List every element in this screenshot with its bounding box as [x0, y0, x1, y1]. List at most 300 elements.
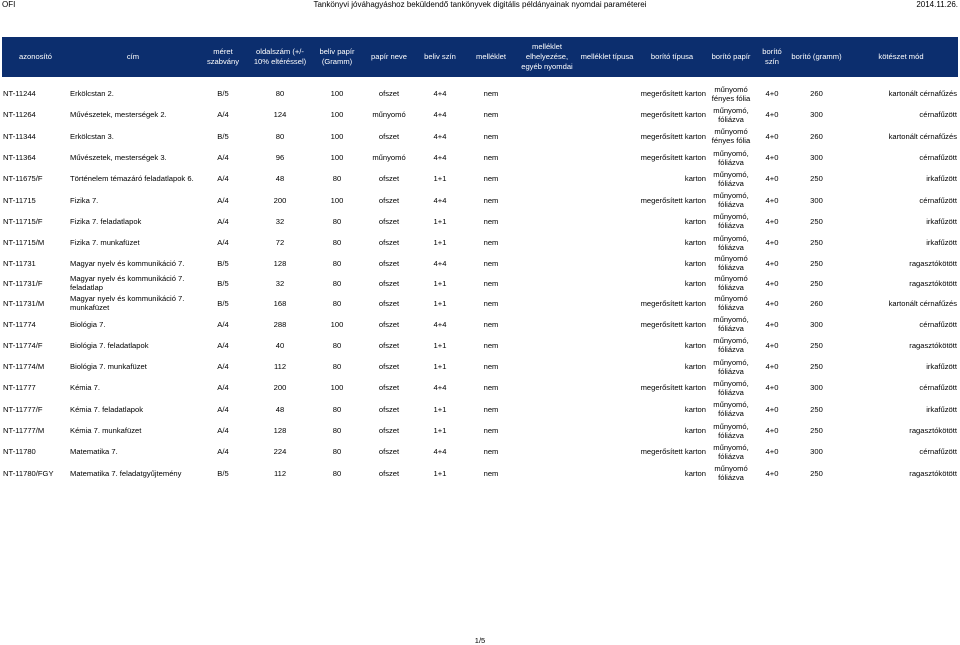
- table-cell: 1+1: [433, 216, 447, 226]
- table-row: [2, 189, 958, 210]
- table-cell: 260: [810, 89, 823, 99]
- table-cell: nem: [483, 216, 499, 226]
- table-cell: 80: [332, 468, 342, 478]
- table-cell: 80: [332, 174, 342, 184]
- table-cell: [517, 356, 577, 377]
- table-cell: NT-11344: [3, 131, 36, 141]
- table-cell: irkafűzött: [926, 404, 957, 414]
- table-cell: irkafűzött: [926, 216, 957, 226]
- table-cell: B/5: [217, 258, 229, 268]
- table-cell: [577, 335, 637, 356]
- table-cell: Kémia 7. feladatlapok: [70, 404, 144, 414]
- table-cell: Erkölcstan 3.: [70, 131, 114, 141]
- table-cell: Biológia 7. munkafüzet: [70, 362, 147, 372]
- table-cell: 250: [810, 174, 823, 184]
- table-cell: 4+0: [765, 153, 779, 163]
- table-cell: [577, 377, 637, 398]
- table-cell: [577, 189, 637, 210]
- table-cell: irkafűzött: [926, 174, 957, 184]
- table-cell: A/4: [217, 319, 229, 329]
- table-cell: 4+0: [765, 89, 779, 99]
- table-cell: 4+0: [765, 174, 779, 184]
- table-cell: karton: [684, 174, 706, 184]
- table-cell: műnyomó fóliázva: [714, 294, 748, 313]
- table-cell: NT-11715/M: [3, 238, 45, 248]
- table-row: [2, 420, 958, 441]
- table-cell: 4+0: [765, 468, 779, 478]
- table-cell: 32: [275, 278, 285, 288]
- table-cell: 100: [330, 153, 344, 163]
- table-cell: 48: [275, 174, 285, 184]
- table-cell: NT-11774: [3, 319, 36, 329]
- table-row: [2, 462, 958, 483]
- table-cell: ofszet: [378, 238, 400, 248]
- table-cell: 4+4: [433, 131, 447, 141]
- table-cell: NT-11715: [3, 195, 36, 205]
- table-cell: 100: [330, 383, 344, 393]
- table-cell: Kémia 7.: [70, 383, 100, 393]
- table-cell: ofszet: [378, 298, 400, 308]
- table-cell: 80: [332, 426, 342, 435]
- table-cell: nem: [483, 468, 499, 478]
- table-cell: NT-11780/FGY: [3, 468, 54, 478]
- column-header: melléklet típusa: [577, 37, 637, 77]
- table-cell: megerősített karton: [640, 131, 706, 141]
- table-cell: nem: [483, 447, 499, 457]
- table-cell: [517, 273, 577, 293]
- table-cell: ofszet: [378, 131, 400, 141]
- table-cell: 250: [810, 404, 823, 414]
- table-cell: B/5: [217, 468, 229, 478]
- table-cell: [517, 293, 577, 313]
- table-cell: [517, 313, 577, 334]
- table-cell: 40: [275, 340, 285, 350]
- table-cell: Kémia 7. munkafüzet: [70, 426, 142, 435]
- table-cell: [577, 293, 637, 313]
- table-cell: 4+0: [765, 362, 779, 372]
- table-cell: A/4: [217, 110, 229, 120]
- table-cell: [577, 462, 637, 483]
- table-row: [2, 399, 958, 420]
- table-cell: Erkölcstan 2.: [70, 89, 114, 99]
- table-cell: cérnafűzött: [919, 383, 957, 393]
- table-cell: 4+4: [433, 383, 447, 393]
- table-cell: műnyomó, fóliázva: [713, 357, 749, 376]
- table-cell: 200: [273, 195, 287, 205]
- table-cell: műnyomó, fóliázva: [713, 378, 749, 397]
- table-cell: ofszet: [378, 447, 400, 457]
- table-cell: Matematika 7. feladatgyűjtemény: [70, 468, 182, 478]
- table-cell: műnyomó, fóliázva: [713, 315, 749, 334]
- column-header: borító papír: [707, 37, 755, 77]
- table-cell: 100: [330, 195, 344, 205]
- table-cell: ofszet: [378, 404, 400, 414]
- table-cell: irkafűzött: [926, 362, 957, 372]
- table-cell: cérnafűzött: [919, 447, 957, 457]
- column-header: papír neve: [363, 37, 415, 77]
- table-cell: nem: [483, 258, 499, 268]
- table-cell: ofszet: [378, 216, 400, 226]
- table-cell: nem: [483, 195, 499, 205]
- table-cell: [517, 441, 577, 462]
- table-cell: 4+0: [765, 298, 779, 308]
- table-cell: 250: [810, 278, 823, 288]
- table-cell: 4+4: [433, 195, 447, 205]
- table-cell: Művészetek, mesterségek 3.: [70, 153, 167, 163]
- table-cell: műnyomó, fóliázva: [713, 421, 749, 440]
- table-cell: műnyomó, fóliázva: [713, 233, 749, 252]
- table-cell: 288: [273, 319, 287, 329]
- table-cell: műnyomó fényes fólia: [711, 127, 751, 146]
- table-cell: megerősített karton: [640, 383, 706, 393]
- table-cell: nem: [483, 426, 499, 435]
- table-row: [2, 253, 958, 273]
- column-header: borító (gramm): [789, 37, 844, 77]
- table-cell: 224: [273, 447, 287, 457]
- table-cell: kartonált cérnafűzés: [888, 298, 957, 308]
- table-cell: 4+4: [433, 153, 447, 163]
- table-row: [2, 232, 958, 253]
- table-cell: műnyomó, fóliázva: [713, 336, 749, 355]
- document-date: 2014.11.26.: [916, 0, 958, 9]
- table-cell: [577, 104, 637, 125]
- table-cell: A/4: [217, 216, 229, 226]
- table-row: [2, 441, 958, 462]
- table-cell: műnyomó, fóliázva: [713, 105, 749, 124]
- table-cell: [577, 168, 637, 189]
- table-cell: [517, 462, 577, 483]
- table-cell: műnyomó fóliázva: [714, 464, 748, 483]
- table-cell: 72: [275, 238, 285, 248]
- table-cell: karton: [684, 340, 706, 350]
- table-cell: megerősített karton: [640, 298, 706, 308]
- table-row: [2, 168, 958, 189]
- table-cell: 260: [810, 298, 823, 308]
- table-cell: 250: [810, 216, 823, 226]
- table-cell: A/4: [217, 174, 229, 184]
- table-cell: A/4: [217, 362, 229, 372]
- table-row: [2, 356, 958, 377]
- table-cell: karton: [684, 216, 706, 226]
- table-cell: ofszet: [378, 426, 400, 435]
- table-cell: NT-11777/M: [3, 426, 45, 435]
- table-cell: 4+0: [765, 258, 779, 268]
- table-cell: ofszet: [378, 195, 400, 205]
- column-header: borító szín: [755, 37, 789, 77]
- table-cell: ragasztókötött: [909, 426, 957, 435]
- table-cell: [517, 189, 577, 210]
- table-cell: 200: [273, 383, 287, 393]
- table-cell: nem: [483, 298, 499, 308]
- table-cell: NT-11675/F: [3, 174, 43, 184]
- table-cell: A/4: [217, 153, 229, 163]
- table-cell: megerősített karton: [640, 447, 706, 457]
- table-cell: 80: [332, 238, 342, 248]
- table-cell: karton: [684, 468, 706, 478]
- table-cell: kartonált cérnafűzés: [888, 89, 957, 99]
- table-cell: megerősített karton: [640, 89, 706, 99]
- column-header: beliv szín: [415, 37, 465, 77]
- table-cell: műnyomó, fóliázva: [713, 400, 749, 419]
- table-cell: 4+4: [433, 319, 447, 329]
- table-cell: 4+0: [765, 447, 779, 457]
- table-cell: karton: [684, 426, 706, 435]
- table-cell: műnyomó, fóliázva: [713, 148, 749, 167]
- table-row: [2, 273, 958, 293]
- table-cell: 250: [810, 258, 823, 268]
- table-cell: ofszet: [378, 278, 400, 288]
- table-cell: 4+0: [765, 426, 779, 435]
- table-cell: ofszet: [378, 340, 400, 350]
- table-cell: ofszet: [378, 258, 400, 268]
- table-row: [2, 377, 958, 398]
- table-cell: [517, 335, 577, 356]
- table-cell: NT-11731/F: [3, 278, 43, 288]
- table-row: [2, 104, 958, 125]
- table-cell: [577, 253, 637, 273]
- column-header: azonosító: [2, 37, 69, 77]
- table-cell: 128: [273, 258, 287, 268]
- table-cell: karton: [684, 278, 706, 288]
- table-cell: 260: [810, 131, 823, 141]
- table-cell: [517, 377, 577, 398]
- table-cell: ofszet: [378, 174, 400, 184]
- table-cell: 80: [332, 298, 342, 308]
- table-cell: Biológia 7.: [70, 319, 106, 329]
- table-cell: [577, 441, 637, 462]
- table-cell: ofszet: [378, 89, 400, 99]
- table-cell: nem: [483, 238, 499, 248]
- table-cell: 100: [330, 110, 344, 120]
- table-row: [2, 83, 958, 104]
- table-cell: 1+1: [433, 362, 447, 372]
- table-cell: karton: [684, 404, 706, 414]
- top-bar: [0, 0, 960, 10]
- table-cell: Biológia 7. feladatlapok: [70, 340, 149, 350]
- table-cell: Magyar nyelv és kommunikáció 7.: [70, 258, 185, 268]
- table-cell: 1+1: [433, 404, 447, 414]
- table-header-row: [2, 37, 958, 77]
- table-cell: 1+1: [433, 298, 447, 308]
- table-cell: NT-11715/F: [3, 216, 43, 226]
- table-cell: [517, 211, 577, 232]
- table-cell: nem: [483, 89, 499, 99]
- table-cell: 128: [273, 426, 287, 435]
- table-cell: műnyomó, fóliázva: [713, 169, 749, 188]
- table-cell: nem: [483, 131, 499, 141]
- table-cell: A/4: [217, 404, 229, 414]
- table-cell: NT-11780: [3, 447, 36, 457]
- table-cell: karton: [684, 362, 706, 372]
- table-cell: 4+4: [433, 110, 447, 120]
- table-cell: 300: [810, 110, 823, 120]
- table-cell: [577, 211, 637, 232]
- table-cell: 80: [332, 447, 342, 457]
- table-cell: nem: [483, 340, 499, 350]
- table-cell: 300: [810, 319, 823, 329]
- table-cell: Matematika 7.: [70, 447, 118, 457]
- table-cell: ofszet: [378, 319, 400, 329]
- table-cell: Magyar nyelv és kommunikáció 7. munkafüzet: [70, 294, 185, 313]
- table-cell: [577, 313, 637, 334]
- table-cell: cérnafűzött: [919, 319, 957, 329]
- table-cell: Fizika 7. munkafüzet: [70, 238, 140, 248]
- table-cell: 4+4: [433, 447, 447, 457]
- column-header: kötészet mód: [844, 37, 958, 77]
- table-cell: 112: [273, 362, 287, 372]
- table-cell: ofszet: [378, 362, 400, 372]
- table-cell: NT-11364: [3, 153, 36, 163]
- table-cell: 4+0: [765, 404, 779, 414]
- table-cell: NT-11731/M: [3, 298, 45, 308]
- table-cell: megerősített karton: [640, 110, 706, 120]
- table-cell: 4+0: [765, 195, 779, 205]
- table-cell: [517, 126, 577, 147]
- table-cell: A/4: [217, 383, 229, 393]
- table-cell: Művészetek, mesterségek 2.: [70, 110, 167, 120]
- parameters-table: [2, 37, 958, 484]
- table-cell: műnyomó: [372, 110, 406, 120]
- table-cell: 4+0: [765, 319, 779, 329]
- column-header: oldalszám (+/- 10% eltéréssel): [249, 37, 311, 77]
- table-cell: 1+1: [433, 238, 447, 248]
- document-title: Tankönyvi jóváhagyáshoz beküldendő tankönyvek digitális példányainak nyomdai paraméterei: [313, 0, 647, 9]
- table-cell: [577, 232, 637, 253]
- table-cell: 4+4: [433, 258, 447, 268]
- table-cell: B/5: [217, 298, 229, 308]
- column-header: borító típusa: [637, 37, 707, 77]
- table-cell: 32: [275, 216, 285, 226]
- table-cell: műnyomó, fóliázva: [713, 212, 749, 231]
- table-cell: [517, 399, 577, 420]
- table-cell: NT-11777: [3, 383, 36, 393]
- table-cell: [577, 356, 637, 377]
- table-cell: cérnafűzött: [919, 110, 957, 120]
- table-cell: ragasztókötött: [909, 278, 957, 288]
- table-cell: 80: [332, 216, 342, 226]
- table-cell: 4+0: [765, 278, 779, 288]
- table-cell: nem: [483, 319, 499, 329]
- table-cell: 80: [275, 131, 285, 141]
- column-header: méret szabvány: [197, 37, 249, 77]
- table-cell: 80: [332, 340, 342, 350]
- table-cell: [517, 147, 577, 168]
- table-cell: műnyomó fényes fólia: [711, 84, 751, 103]
- table-cell: megerősített karton: [640, 195, 706, 205]
- table-cell: [517, 168, 577, 189]
- table-cell: 80: [275, 89, 285, 99]
- table-cell: 300: [810, 195, 823, 205]
- table-cell: cérnafűzött: [919, 153, 957, 163]
- table-cell: 96: [275, 153, 285, 163]
- table-cell: műnyomó, fóliázva: [713, 191, 749, 210]
- table-cell: karton: [684, 258, 706, 268]
- table-cell: 1+1: [433, 278, 447, 288]
- table-cell: NT-11264: [3, 110, 36, 120]
- table-cell: irkafűzött: [926, 238, 957, 248]
- table-cell: 250: [810, 468, 823, 478]
- table-cell: Történelem témazáró feladatlapok 6.: [70, 174, 194, 184]
- table-cell: nem: [483, 383, 499, 393]
- table-cell: 100: [330, 319, 344, 329]
- table-cell: nem: [483, 404, 499, 414]
- table-cell: 300: [810, 447, 823, 457]
- table-cell: műnyomó fóliázva: [714, 274, 748, 293]
- table-row: [2, 147, 958, 168]
- table-cell: [577, 126, 637, 147]
- table-cell: 1+1: [433, 174, 447, 184]
- table-cell: B/5: [217, 89, 229, 99]
- table-cell: B/5: [217, 131, 229, 141]
- table-cell: nem: [483, 362, 499, 372]
- table-cell: 100: [330, 89, 344, 99]
- table-cell: ofszet: [378, 383, 400, 393]
- column-header: beliv papír (Gramm): [311, 37, 363, 77]
- table-cell: NT-11774/F: [3, 340, 43, 350]
- table-cell: 80: [332, 258, 342, 268]
- table-cell: NT-11731: [3, 258, 36, 268]
- table-cell: 4+0: [765, 131, 779, 141]
- table-cell: cérnafűzött: [919, 195, 957, 205]
- table-cell: [577, 273, 637, 293]
- table-cell: 250: [810, 426, 823, 435]
- table-cell: karton: [684, 238, 706, 248]
- table-cell: 80: [332, 278, 342, 288]
- table-cell: Magyar nyelv és kommunikáció 7. feladatlap: [70, 274, 185, 293]
- table-cell: 250: [810, 238, 823, 248]
- table-cell: A/4: [217, 426, 229, 435]
- table-cell: ofszet: [378, 468, 400, 478]
- table-cell: 48: [275, 404, 285, 414]
- table-cell: 300: [810, 153, 823, 163]
- table-cell: 168: [273, 298, 287, 308]
- table-cell: [577, 399, 637, 420]
- table-row: [2, 313, 958, 334]
- table-cell: A/4: [217, 447, 229, 457]
- table-cell: 4+0: [765, 110, 779, 120]
- table-cell: [517, 420, 577, 441]
- table-cell: 4+4: [433, 89, 447, 99]
- page-number: 1/5: [474, 636, 486, 645]
- table-cell: nem: [483, 110, 499, 120]
- table-cell: 1+1: [433, 468, 447, 478]
- table-cell: A/4: [217, 238, 229, 248]
- table-cell: 250: [810, 362, 823, 372]
- table-cell: 1+1: [433, 426, 447, 435]
- table-cell: A/4: [217, 195, 229, 205]
- table-cell: B/5: [217, 278, 229, 288]
- table-cell: Fizika 7.: [70, 195, 99, 205]
- column-header: cím: [69, 37, 197, 77]
- table-cell: [517, 83, 577, 104]
- table-cell: Fizika 7. feladatlapok: [70, 216, 142, 226]
- table-cell: 124: [273, 110, 287, 120]
- table-cell: [517, 253, 577, 273]
- table-cell: 4+0: [765, 383, 779, 393]
- table-cell: NT-11774/M: [3, 362, 45, 372]
- table-row: [2, 126, 958, 147]
- table-cell: műnyomó, fóliázva: [713, 442, 749, 461]
- table-cell: 4+0: [765, 238, 779, 248]
- table-cell: 80: [332, 404, 342, 414]
- table-cell: kartonált cérnafűzés: [888, 131, 957, 141]
- table-row: [2, 211, 958, 232]
- table-cell: 100: [330, 131, 344, 141]
- table-cell: nem: [483, 174, 499, 184]
- table-cell: ragasztókötött: [909, 258, 957, 268]
- table-cell: A/4: [217, 340, 229, 350]
- table-cell: [577, 147, 637, 168]
